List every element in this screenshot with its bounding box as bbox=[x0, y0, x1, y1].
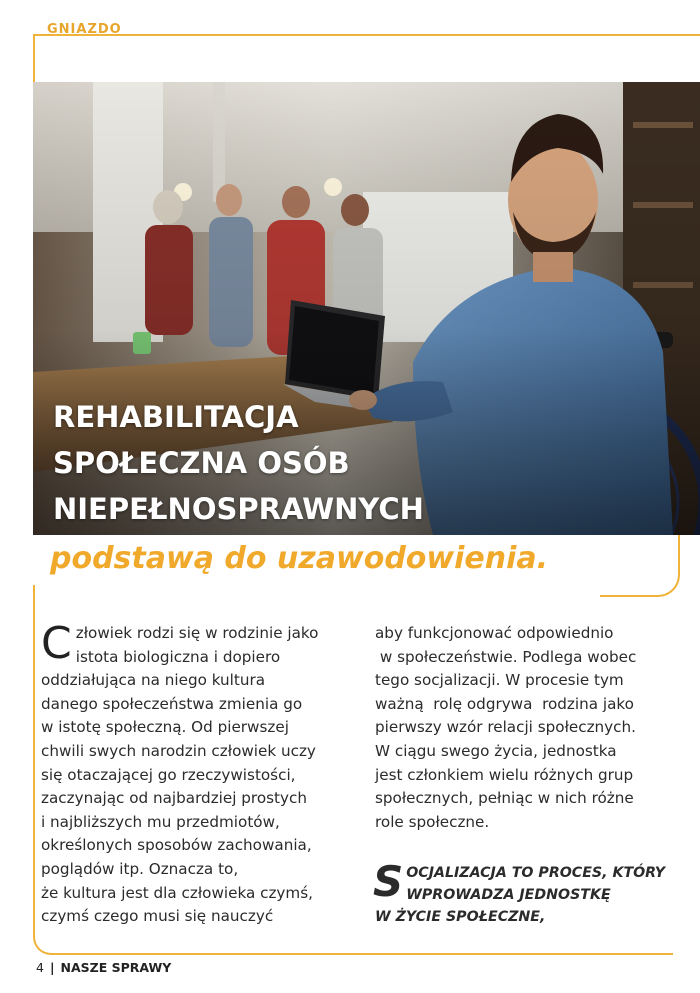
page-number: 4 bbox=[36, 960, 44, 975]
frame-top-line bbox=[33, 34, 700, 36]
footer-separator: | bbox=[49, 960, 55, 975]
text-line: zaczynając od najbardziej prostych bbox=[41, 789, 307, 808]
text-line: oddziałująca na niego kultura bbox=[41, 671, 266, 690]
text-line: ważną rolę odgrywa rodzina jako bbox=[375, 694, 634, 713]
text-line: chwili swych narodzin człowiek uczy bbox=[41, 741, 316, 760]
magazine-name: NASZE SPRAWY bbox=[60, 960, 172, 975]
text-line: określonych sposobów zachowania, bbox=[41, 836, 312, 855]
section-label: GNIAZDO bbox=[47, 22, 122, 37]
quote-drop-cap: S bbox=[373, 857, 404, 906]
quote-line: W ŻYCIE SPOŁECZNE, bbox=[375, 909, 546, 925]
hero-image bbox=[33, 82, 700, 535]
hero-title-line: REHABILITACJA bbox=[53, 400, 299, 434]
text-line: złowiek rodzi się w rodzinie jako bbox=[75, 624, 319, 642]
text-line: W ciągu swego życia, jednostka bbox=[375, 741, 617, 760]
text-line: danego społeczeństwa zmienia go bbox=[41, 694, 303, 713]
text-line: w istotę społeczną. Od pierwszej bbox=[41, 718, 289, 737]
quote-line: OCJALIZACJA TO PROCES, KTÓRY bbox=[406, 865, 666, 881]
text-line: pierwszy wzór relacji społecznych. bbox=[375, 718, 636, 737]
article-subtitle: podstawą do uzawodowienia. bbox=[50, 541, 549, 576]
text-line: jest członkiem wielu różnych grup bbox=[375, 765, 634, 784]
text-line: aby funkcjonować odpowiednio bbox=[375, 624, 614, 642]
text-line: tego socjalizacji. W procesie tym bbox=[375, 671, 624, 690]
article-column-right bbox=[375, 622, 695, 834]
text-line: się otaczającej go rzeczywistości, bbox=[41, 765, 296, 784]
page-footer bbox=[36, 960, 171, 975]
text-line: że kultura jest dla człowieka czymś, bbox=[41, 883, 313, 902]
hero-title-line: NIEPEŁNOSPRAWNYCH bbox=[53, 492, 424, 526]
text-line: społecznych, pełniąc w nich różne bbox=[375, 789, 634, 808]
text-line: czymś czego musi się nauczyć bbox=[41, 907, 274, 926]
text-line: role społeczne. bbox=[375, 812, 490, 831]
frame-left-line bbox=[33, 34, 35, 84]
text-line: istota biologiczna i dopiero bbox=[75, 647, 281, 666]
text-line: w społeczeństwie. Podlega wobec bbox=[375, 647, 637, 666]
article-column-left bbox=[41, 618, 361, 929]
text-line: poglądów itp. Oznacza to, bbox=[41, 859, 239, 878]
drop-cap: C bbox=[41, 618, 72, 669]
hero-title bbox=[53, 394, 424, 532]
text-line: i najbliższych mu przedmiotów, bbox=[41, 812, 280, 831]
hero-title-line: SPOŁECZNA OSÓB bbox=[53, 446, 350, 480]
pull-quote bbox=[373, 857, 695, 928]
quote-line: WPROWADZA JEDNOSTKĘ bbox=[406, 887, 611, 903]
